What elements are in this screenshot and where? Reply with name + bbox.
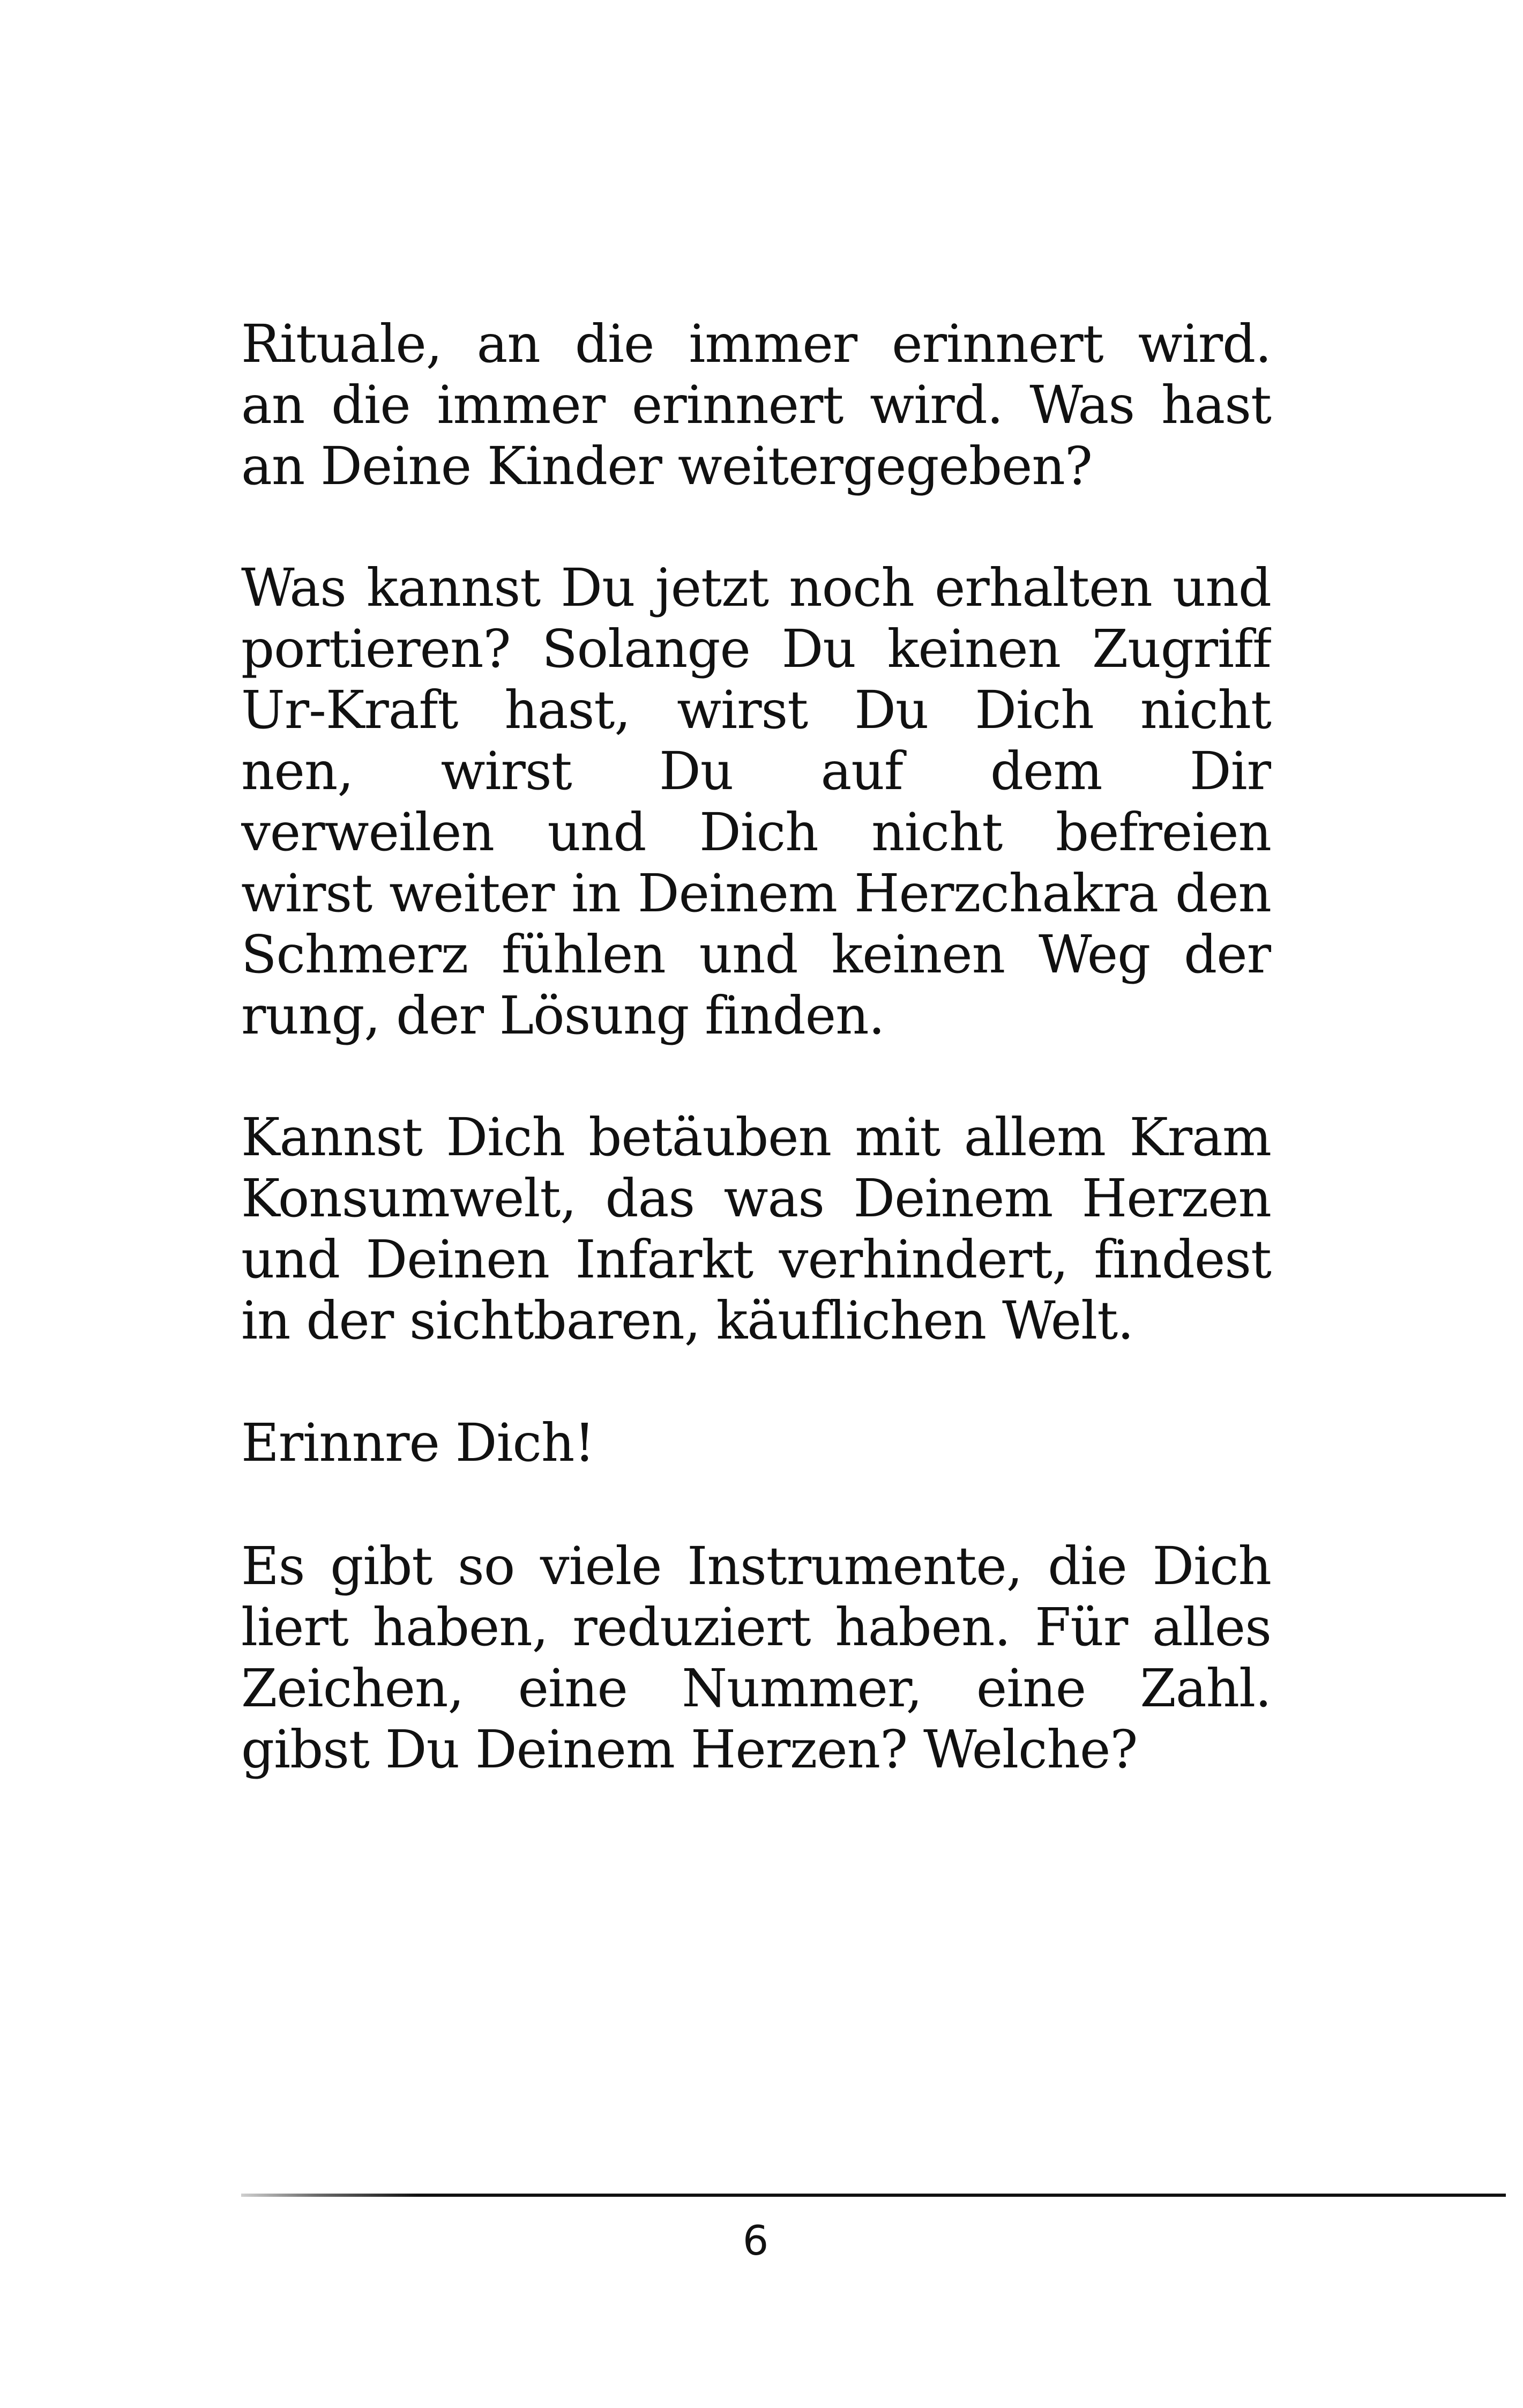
page-number: 6 (742, 2217, 769, 2264)
paragraph-line: gibst Du Deinem Herzen? Welche? (241, 1719, 1138, 1780)
paragraph-2 (241, 558, 1271, 1046)
paragraph-4 (241, 1413, 1271, 1474)
paragraph-line: rung, der Lösung finden. (241, 985, 885, 1046)
paragraph-line: Zeichen, eine Nummer, eine Zahl. (241, 1658, 1271, 1719)
paragraph-line: Erinnre Dich! (241, 1413, 595, 1473)
paragraph-5 (241, 1536, 1271, 1780)
paragraph-line: liert haben, reduziert haben. Für alles (241, 1597, 1271, 1658)
paragraph-line: Kannst Dich betäuben mit allem Kram (241, 1107, 1271, 1168)
paragraph-line: portieren? Solange Du keinen Zugriff (241, 619, 1271, 679)
paragraph-line: Ur-Kraft hast, wirst Du Dich nicht (241, 680, 1271, 740)
paragraph-line: Schmerz fühlen und keinen Weg der (241, 924, 1271, 985)
paragraph-line: an die immer erinnert wird. Was hast (241, 375, 1271, 435)
paragraph-line: an Deine Kinder weitergegeben? (241, 436, 1092, 496)
paragraph-line: Rituale, an die immer erinnert wird. (241, 314, 1271, 374)
footer-divider (241, 2194, 1506, 2197)
paragraph-line: Konsumwelt, das was Deinem Herzen (241, 1168, 1271, 1229)
paragraph-line: wirst weiter in Deinem Herzchakra den (241, 863, 1271, 924)
paragraph-line: in der sichtbaren, käuflichen Welt. (241, 1290, 1134, 1351)
paragraph-line: und Deinen Infarkt verhindert, findest (241, 1229, 1271, 1290)
paragraph-line: Es gibt so viele Instrumente, die Dich (241, 1536, 1271, 1596)
paragraph-3 (241, 1107, 1271, 1351)
paragraph-1 (241, 314, 1271, 497)
paragraph-line: verweilen und Dich nicht befreien (241, 802, 1271, 863)
paragraph-line: Was kannst Du jetzt noch erhalten und (241, 558, 1271, 618)
paragraph-line: nen, wirst Du auf dem Dir (241, 741, 1271, 801)
